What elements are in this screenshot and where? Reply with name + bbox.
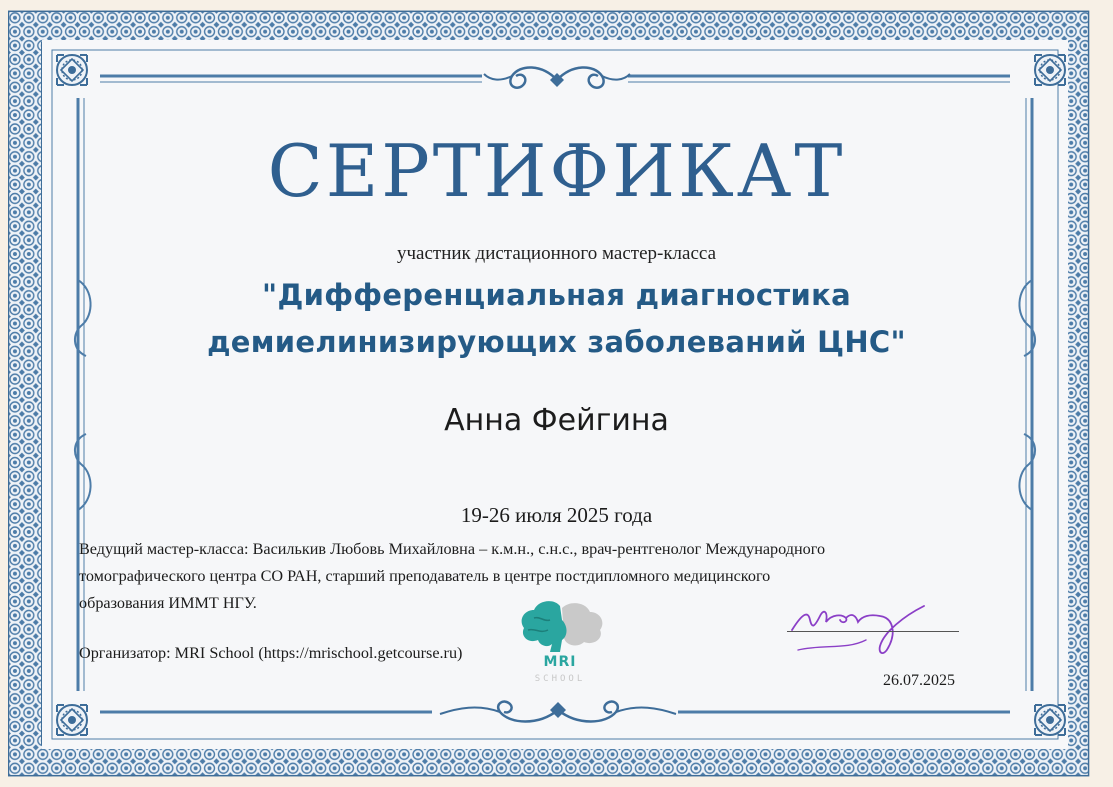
course-title-line1: "Дифференциальная диагностика: [262, 278, 851, 312]
ornament-flourish-icon: [438, 690, 678, 730]
recipient-name: Анна Фейгина: [444, 403, 669, 438]
brain-logo-icon: [510, 596, 610, 654]
course-title-line2: демиелинизирующих заболеваний ЦНС": [207, 325, 906, 359]
instructor-line: образования ИММТ НГУ.: [79, 594, 257, 612]
corner-rosette-icon: [1030, 50, 1070, 90]
instructor-line: Ведущий мастер-класса: Василькив Любовь Михайловна – к.м.н., с.н.с., врач-рентгенолог Международного: [79, 540, 826, 558]
signature-icon: [784, 594, 952, 664]
course-dates: 19-26 июля 2025 года: [460, 503, 653, 527]
ornament-flourish-icon: [482, 60, 632, 100]
instructor-line: томографического центра СО РАН, старший преподаватель в центре постдипломного медицинского: [79, 567, 771, 585]
mri-school-logo: [510, 596, 610, 692]
corner-rosette-icon: [52, 50, 92, 90]
corner-rosette-icon: [1030, 700, 1070, 740]
signature-line: [787, 631, 959, 632]
issue-date: 26.07.2025: [883, 672, 955, 689]
certificate-title: СЕРТИФИКАТ: [267, 129, 846, 213]
logo-brand: MRI: [543, 654, 577, 670]
corner-rosette-icon: [52, 700, 92, 740]
logo-brand-sub: SCHOOL: [534, 674, 586, 684]
organizer-info: Организатор: MRI School (https://mrischool.getcourse.ru): [79, 644, 463, 662]
certificate-subtitle: участник дистационного мастер-класса: [396, 243, 717, 264]
